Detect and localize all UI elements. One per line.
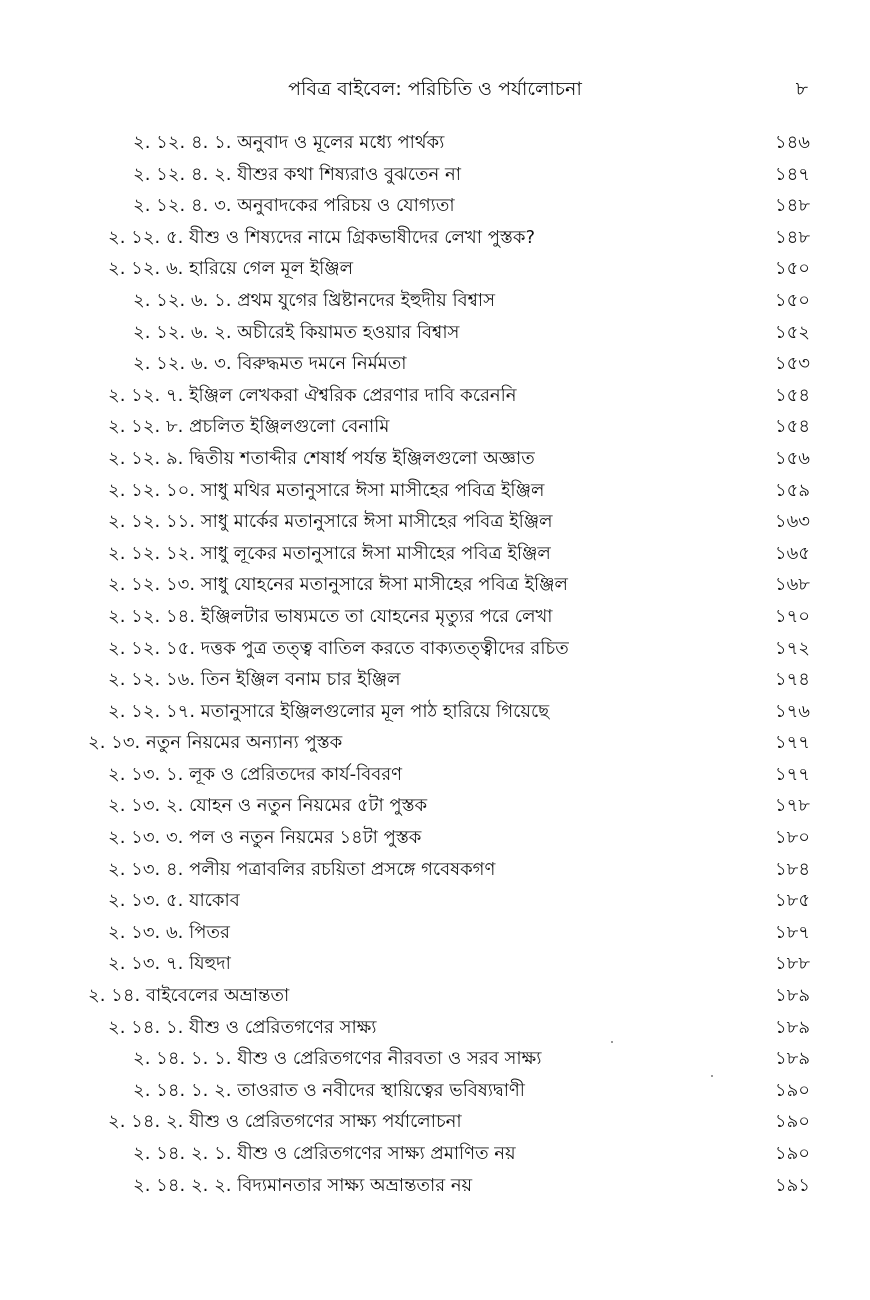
toc-entry-title: ২. ১৩. নতুন নিয়মের অন্যান্য পুস্তক (88, 732, 343, 754)
toc-entry (0, 506, 870, 538)
toc-entry (0, 664, 870, 696)
toc-entry-page: ১৮৭ (774, 921, 810, 943)
toc-entry-page: ১৬৫ (774, 542, 810, 564)
toc-entry (0, 1043, 870, 1075)
toc-entry-page: ১৮৯ (774, 1016, 810, 1038)
toc-entry (0, 1075, 870, 1107)
book-title: পবিত্র বাইবেল: পরিচিতি ও পর্যালোচনা (288, 78, 582, 100)
toc-entry-page: ১৪৬ (774, 132, 810, 153)
toc-entry (0, 696, 870, 728)
toc-entry (0, 569, 870, 601)
toc-entry-title: ২. ১৪. ১. ২. তাওরাত ও নবীদের স্থায়িত্বের ভবিষ্যদ্বাণী (133, 1079, 525, 1101)
toc-entry (0, 411, 870, 443)
toc-entry-page: ১৬৩ (774, 511, 810, 533)
toc-entry-page: ১৫৪ (774, 416, 810, 438)
toc-entry-page: ১৪৭ (774, 163, 810, 185)
toc-entry-title: ২. ১২. ৬. ৩. বিরুদ্ধমত দমনে নির্মমতা (133, 353, 407, 375)
running-header (0, 72, 870, 106)
toc-entry-page: ১৭৮ (774, 795, 810, 817)
toc-entry (0, 917, 870, 949)
toc-entry-page: ১৫২ (774, 321, 810, 343)
page-number: ৮ (795, 78, 808, 100)
toc-entry (0, 475, 870, 507)
toc-entry-title: ২. ১৪. ২. ২. বিদ্যমানতার সাক্ষ্য অভ্রান্ততার নয় (133, 1174, 473, 1196)
toc-entry-page: ১৮৫ (774, 890, 810, 912)
toc-entry-title: ২. ১৩. ৭. যিহুদা (108, 953, 231, 975)
toc-entry-page: ১৪৮ (774, 195, 810, 217)
toc-entry-page: ১৫৩ (774, 353, 810, 375)
toc-entry-page: ১৭২ (774, 637, 810, 659)
toc-entry-title: ২. ১৪. বাইবেলের অভ্রান্ততা (88, 985, 290, 1007)
toc-entry (0, 253, 870, 285)
toc-entry-page: ১৭০ (774, 605, 810, 627)
toc-entry-title: ২. ১৩. ৪. পলীয় পত্রাবলির রচয়িতা প্রসঙ্গে গবেষকগণ (108, 858, 496, 880)
table-of-contents (0, 127, 870, 1201)
stray-dot (711, 1075, 713, 1077)
toc-entry (0, 980, 870, 1012)
toc-entry-title: ২. ১৪. ২. যীশু ও প্রেরিতগণের সাক্ষ্য পর্যালোচনা (108, 1111, 462, 1133)
toc-entry-title: ২. ১২. ৬. হারিয়ে গেল মূল ইঞ্জিল (108, 258, 354, 280)
toc-entry-title: ২. ১২. ১১. সাধু মার্কের মতানুসারে ঈসা মাসীহের পবিত্র ইঞ্জিল (108, 511, 553, 533)
toc-entry-page: ১৫০ (774, 258, 810, 280)
toc-entry-title: ২. ১৪. ১. ১. যীশু ও প্রেরিতগণের নীরবতা ও সরব সাক্ষ্য (133, 1048, 542, 1070)
toc-entry-title: ২. ১২. ৯. দ্বিতীয় শতাব্দীর শেষার্ধ পর্যন্ত ইঞ্জিলগুলো অজ্ঞাত (108, 447, 535, 469)
toc-entry-page: ১৭৭ (774, 732, 810, 754)
toc-entry-title: ২. ১২. ৪. ৩. অনুবাদকের পরিচয় ও যোগ্যতা (133, 195, 455, 217)
toc-entry (0, 948, 870, 980)
toc-entry-title: ২. ১২. ৬. ১. প্রথম যুগের খ্রিষ্টানদের ইহুদীয় বিশ্বাস (133, 289, 496, 311)
toc-entry-title: ২. ১২. ১০. সাধু মথির মতানুসারে ঈসা মাসীহের পবিত্র ইঞ্জিল (108, 479, 545, 501)
toc-entry (0, 790, 870, 822)
toc-entry-title: ২. ১২. ১৪. ইঞ্জিলটার ভাষ্যমতে তা যোহনের মৃত্যুর পরে লেখা (108, 605, 553, 627)
toc-entry (0, 285, 870, 317)
toc-entry (0, 601, 870, 633)
toc-entry-title: ২. ১২. ৬. ২. অচীরেই কিয়ামত হওয়ার বিশ্বাস (133, 321, 460, 343)
toc-entry-page: ১৪৮ (774, 226, 810, 248)
toc-entry-page: ১৫৪ (774, 384, 810, 406)
toc-entry-title: ২. ১২. ৫. যীশু ও শিষ্যদের নামে গ্রিকভাষীদের লেখা পুস্তক? (108, 226, 536, 248)
toc-entry-page: ১৭৭ (774, 763, 810, 785)
toc-entry-title: ২. ১২. ১৫. দত্তক পুত্র তত্ত্ব বাতিল করতে বাক্যতত্ত্বীদের রচিত (108, 637, 569, 659)
toc-entry-page: ১৮৯ (774, 985, 810, 1007)
toc-entry (0, 317, 870, 349)
toc-entry-title: ২. ১৩. ১. লূক ও প্রেরিতদের কার্য-বিবরণ (108, 763, 403, 785)
toc-entry-title: ২. ১২. ১৩. সাধু যোহনের মতানুসারে ঈসা মাসীহের পবিত্র ইঞ্জিল (108, 574, 568, 596)
toc-entry-title: ২. ১২. ৭. ইঞ্জিল লেখকরা ঐশ্বরিক প্রেরণার দাবি করেননি (108, 384, 517, 406)
toc-entry-page: ১৫৯ (774, 479, 810, 501)
toc-entry (0, 190, 870, 222)
toc-entry-title: ২. ১৩. ৬. পিতর (108, 921, 230, 943)
toc-entry (0, 127, 870, 159)
toc-entry-page: ১৫০ (774, 289, 810, 311)
toc-entry-title: ২. ১৪. ১. যীশু ও প্রেরিতগণের সাক্ষ্য (108, 1016, 377, 1038)
toc-entry-page: ১৯১ (774, 1174, 810, 1196)
toc-entry-page: ১৮০ (774, 827, 810, 849)
toc-entry-title: ২. ১২. ৪. ১. অনুবাদ ও মূলের মধ্যে পার্থক্য (133, 132, 445, 153)
toc-entry (0, 222, 870, 254)
toc-entry-page: ১৭৪ (774, 669, 810, 691)
toc-entry (0, 727, 870, 759)
toc-entry-page: ১৭৬ (774, 700, 810, 722)
toc-entry (0, 822, 870, 854)
toc-entry (0, 1012, 870, 1044)
toc-entry-title: ২. ১২. ৮. প্রচলিত ইঞ্জিলগুলো বেনামি (108, 416, 390, 438)
toc-entry-page: ১৮৮ (774, 953, 810, 975)
toc-entry-title: ২. ১২. ৪. ২. যীশুর কথা শিষ্যরাও বুঝতেন না (133, 163, 461, 185)
toc-entry (0, 380, 870, 412)
toc-entry (0, 443, 870, 475)
toc-entry-title: ২. ১৩. ৩. পল ও নতুন নিয়মের ১৪টা পুস্তক (108, 827, 422, 849)
toc-entry (0, 759, 870, 791)
toc-entry-page: ১৯০ (774, 1079, 810, 1101)
toc-entry (0, 1138, 870, 1170)
toc-entry (0, 854, 870, 886)
toc-entry-page: ১৮৯ (774, 1048, 810, 1070)
toc-entry-page: ১৬৮ (774, 574, 810, 596)
toc-entry-page: ১৫৬ (774, 447, 810, 469)
toc-entry-page: ১৯০ (774, 1143, 810, 1164)
toc-entry-title: ২. ১২. ১২. সাধু লূকের মতানুসারে ঈসা মাসীহের পবিত্র ইঞ্জিল (108, 542, 551, 564)
toc-entry (0, 1106, 870, 1138)
toc-entry-title: ২. ১২. ১৬. তিন ইঞ্জিল বনাম চার ইঞ্জিল (108, 669, 401, 691)
toc-entry (0, 885, 870, 917)
toc-entry (0, 633, 870, 665)
stray-dot (611, 1041, 613, 1043)
toc-entry (0, 1170, 870, 1202)
toc-entry-page: ১৯০ (774, 1111, 810, 1133)
toc-entry (0, 348, 870, 380)
toc-entry-title: ২. ১৩. ৫. যাকোব (108, 890, 240, 912)
toc-entry-title: ২. ১৪. ২. ১. যীশু ও প্রেরিতগণের সাক্ষ্য প্রমাণিত নয় (133, 1143, 516, 1164)
toc-entry-page: ১৮৪ (774, 858, 810, 880)
toc-entry (0, 159, 870, 191)
toc-entry-title: ২. ১৩. ২. যোহন ও নতুন নিয়মের ৫টা পুস্তক (108, 795, 428, 817)
toc-entry-title: ২. ১২. ১৭. মতানুসারে ইঞ্জিলগুলোর মূল পাঠ হারিয়ে গিয়েছে (108, 700, 550, 722)
toc-entry (0, 538, 870, 570)
